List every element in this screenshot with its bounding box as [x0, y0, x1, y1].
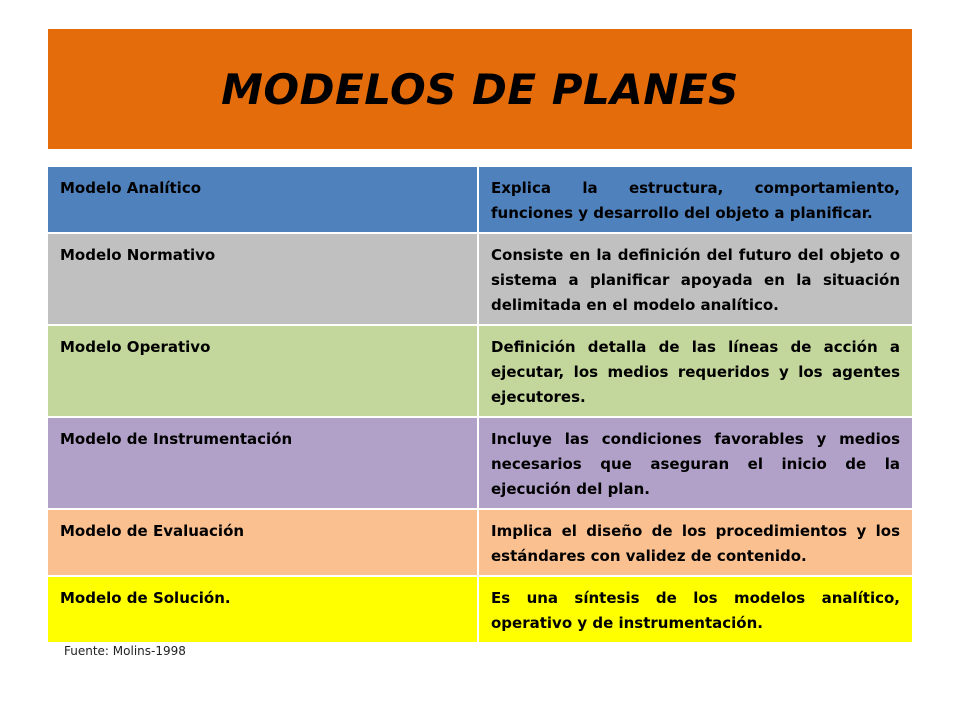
- model-name-cell: Modelo Normativo: [48, 233, 478, 325]
- model-description-cell: Definición detalla de las líneas de acción a ejecutar, los medios requeridos y los agentes ejecutores.: [478, 325, 912, 417]
- table-row: [48, 233, 912, 325]
- model-description-cell: Es una síntesis de los modelos analítico, operativo y de instrumentación.: [478, 576, 912, 642]
- model-description-cell: Consiste en la definición del futuro del objeto o sistema a planificar apoyada en la situación delimitada en el modelo analítico.: [478, 233, 912, 325]
- model-name-cell: Modelo de Instrumentación: [48, 417, 478, 509]
- table-row: [48, 325, 912, 417]
- table-row: [48, 417, 912, 509]
- model-name-cell: Modelo Analítico: [48, 167, 478, 233]
- table-row: [48, 576, 912, 642]
- model-description-cell: Implica el diseño de los procedimientos y los estándares con validez de contenido.: [478, 509, 912, 576]
- source-note: Fuente: Molins-1998: [64, 644, 186, 658]
- page-title: MODELOS DE PLANES: [221, 64, 739, 114]
- model-description-cell: Explica la estructura, comportamiento, funciones y desarrollo del objeto a planificar.: [478, 167, 912, 233]
- model-name-cell: Modelo Operativo: [48, 325, 478, 417]
- table-row: [48, 167, 912, 233]
- title-banner: [48, 29, 912, 149]
- table-row: [48, 509, 912, 576]
- models-table: [48, 167, 912, 642]
- model-description-cell: Incluye las condiciones favorables y medios necesarios que aseguran el inicio de la ejecución del plan.: [478, 417, 912, 509]
- model-name-cell: Modelo de Evaluación: [48, 509, 478, 576]
- model-name-cell: Modelo de Solución.: [48, 576, 478, 642]
